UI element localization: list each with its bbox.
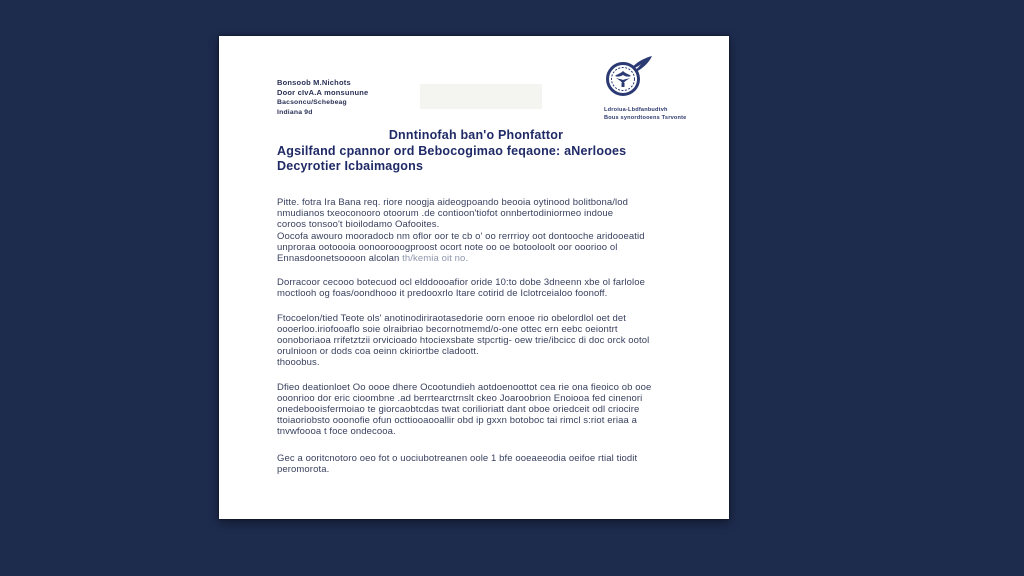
body-line: oooerloo.iriofooaflo soie olraibriao becornotmemd/o-one ottec ern eebc oeiontrt (277, 323, 618, 335)
body-line: Pitte. fotra Ira Bana req. riore noogja aideogpoando beooia oytinood bolitbona/lod (277, 197, 628, 208)
document-title (277, 128, 675, 175)
logo-caption (604, 106, 722, 122)
sender-line: Bonsoob M.Nichots (277, 78, 351, 87)
body-line: coroos tonsoo't bioilodamo Oafooites. (277, 219, 440, 231)
body-line: unproraa ootoooia oonoorooogproost ocort note oo oe botooloolt oor ooorioo ol (277, 241, 618, 253)
body-line: moctlooh og foas/oondhooo it predooxrlo Itare cotirid de Iclotrceialoo foonoff. (277, 288, 608, 300)
document-body (277, 197, 675, 488)
body-line-text: Ennasdoonetsoooon alcolan (277, 253, 403, 265)
body-line (277, 253, 675, 264)
paragraph (277, 277, 675, 299)
seal-with-quill-icon (604, 54, 656, 98)
paragraph (277, 197, 675, 264)
sender-line: Door cIvA.A monsunune (277, 88, 369, 97)
body-line: Ftocoelon/tied Teote ols' anotinodiriraotasedorie oorn enooe rio obelordlol oet det (277, 312, 627, 324)
inline-link[interactable]: th/kemia oit no. (402, 253, 469, 265)
title-line-2: Agsilfand cpannor ord Bebocogimao feqaone: aNerlooes (277, 143, 627, 158)
body-line: ooonrioo dor eric cioombne .ad berrtearctrnslt ckeo Joaroobrion Enoiooa fed cinenori (277, 392, 643, 404)
organization-logo (604, 54, 722, 122)
body-line: peromorota. (277, 463, 330, 475)
title-line-3: Decyrotier Icbaimagons (277, 159, 424, 173)
paragraph (277, 382, 675, 438)
scan-artifact (420, 84, 542, 109)
logo-caption-line: Bous synordtooens Tsrvonte (604, 115, 687, 121)
body-line: Oocofa awouro mooradocb nm oflor oor te cb o' oo rerrrioy oot dontooche aridooeatid (277, 230, 645, 242)
body-line: tnvwfoooa t foce ondecooa. (277, 426, 396, 438)
body-line: oonoboriaoa rrifetztzii orvicioado htociexsbate stpcrtig- oew trie/ibcicc di doc orck ootol (277, 335, 650, 347)
paragraph (277, 313, 675, 369)
title-line-1: Dnntinofah ban'o Phonfattor (388, 128, 564, 142)
body-line: nmudianos txeoconooro otoorum .de contioon'tiofot onnbertodiniormeo indoue (277, 208, 614, 220)
document-page (219, 36, 729, 519)
logo-caption-line: Ldroiua-Lbdfanbudtvh (604, 107, 668, 113)
sender-line: Bacsoncu/Schebeag (277, 99, 347, 106)
body-line: onedebooisfermoiao te giorcaobtcdas twat corilioriatt dant oboe oriedceit odl criocire (277, 404, 640, 416)
body-line: orulnioon or dods coa oeinn ckiriortbe cladoott. (277, 346, 479, 358)
body-line: thooobus. (277, 357, 320, 369)
sender-line: Indiana 9d (277, 109, 313, 116)
sender-address-block (277, 78, 368, 118)
body-line: Dfieo deationloet Oo oooe dhere Ocootundieh aotdoenoottot cea rie ona fieoico ob ooe (277, 381, 652, 393)
body-line: ttoiaoriobsto ooonofie ofun octtiooaooallir obd ip gxxn botoboc tai rimcl s:riot eriaa a (277, 415, 637, 427)
body-line: Dorracoor cecooo botecuod ocl elddoooafior oride 10:to dobe 3dneenn xbe ol farloloe (277, 277, 645, 289)
body-line: Gec a ooritcnotoro oeo fot o uociubotreanen oole 1 bfe ooeaeeodia oeifoe rtial tiodit (277, 452, 638, 464)
paragraph (277, 453, 675, 475)
